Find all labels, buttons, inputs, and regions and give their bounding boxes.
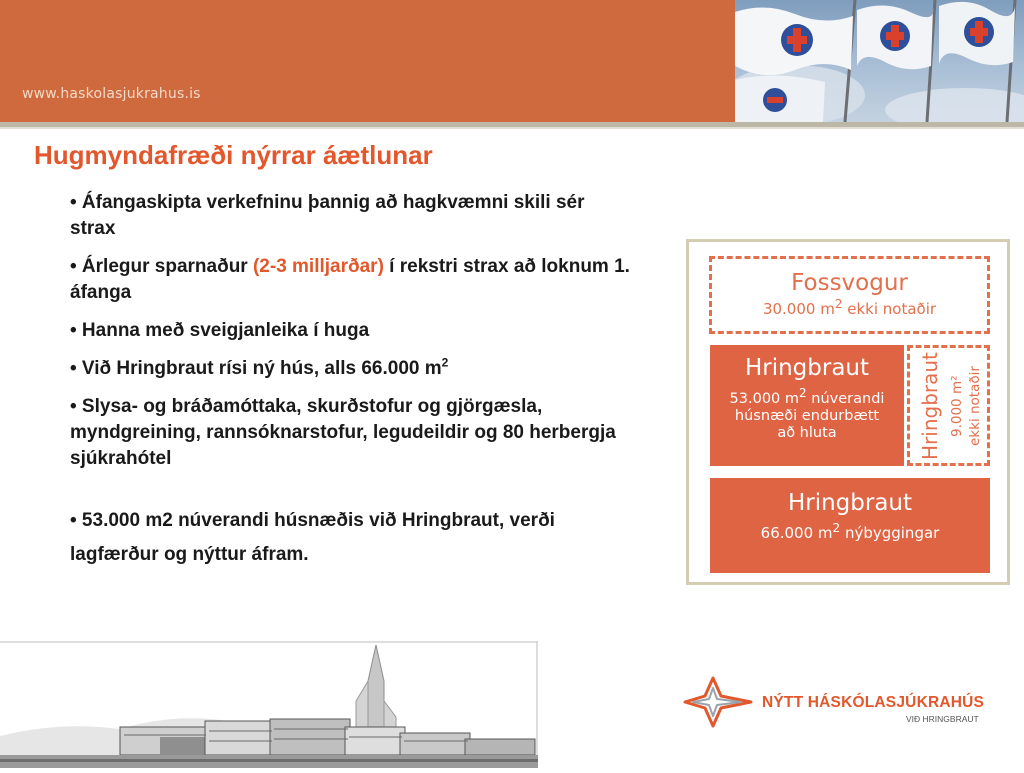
detail-line: ekki notaðir <box>967 366 983 447</box>
flags-photo <box>735 0 1024 122</box>
hringbraut-existing-detail <box>710 386 904 442</box>
detail-line: húsnæði endurbætt <box>734 408 880 424</box>
detail-text: 66.000 m <box>760 524 833 542</box>
hringbraut-existing-title: Hringbraut <box>744 355 870 381</box>
fossvogur-title: Fossvogur <box>791 270 908 296</box>
detail-text: 53.000 m <box>729 391 800 407</box>
bullet-list <box>70 190 630 584</box>
superscript: 2 <box>441 355 449 370</box>
bullet-highlight: (2-3 milljarðar) <box>252 256 384 277</box>
bullet-item: • Slysa- og bráðamóttaka, skurðstofur og gjörgæsla, myndgreining, rannsóknarstofur, legudeildir og 80 herbergja sjúkrahótel <box>70 396 616 469</box>
detail-line: 9.000 m² <box>949 375 965 438</box>
header-divider-light <box>0 127 1024 129</box>
website-url: www.haskolasjukrahus.is <box>22 86 201 102</box>
fossvogur-box <box>709 256 990 334</box>
bullet-text: • Við Hringbraut rísi ný hús, alls 66.000 m <box>70 358 442 379</box>
superscript: 2 <box>832 521 841 535</box>
bullet-text: í rekstri strax að loknum 1. áfanga <box>70 256 630 303</box>
hringbraut-unused-detail <box>948 352 986 461</box>
hringbraut-new-title: Hringbraut <box>787 490 913 516</box>
superscript: 2 <box>799 386 807 401</box>
brand-subtitle: VIÐ HRINGBRAUT <box>906 714 979 724</box>
bullet-item <box>70 254 630 306</box>
hringbraut-existing-box <box>710 345 904 466</box>
hospital-logo-icon <box>683 676 753 728</box>
fossvogur-detail <box>712 297 987 318</box>
bullet-item: • Hanna með sveigjanleika í huga <box>70 320 370 341</box>
detail-text: ekki notaðir <box>842 300 937 318</box>
detail-text: nýbyggingar <box>840 524 940 542</box>
detail-line <box>710 386 904 408</box>
bullet-text: • Árlegur sparnaður <box>70 256 253 277</box>
superscript: 2 <box>834 297 843 311</box>
detail-text: 30.000 m <box>762 300 835 318</box>
brand-name: NÝTT HÁSKÓLASJÚKRAHÚS <box>762 694 985 711</box>
detail-line: að hluta <box>777 425 837 441</box>
hringbraut-new-detail <box>710 521 990 542</box>
header-banner <box>0 0 1024 122</box>
slide-title: Hugmyndafræði nýrrar áætlunar <box>34 140 433 170</box>
detail-text: núverandi <box>806 391 885 407</box>
hringbraut-unused-box <box>907 345 990 466</box>
bullet-item <box>70 356 630 382</box>
hospital-skyline-image <box>0 641 538 768</box>
bullet-item: • 53.000 m2 núverandi húsnæðis við Hringbraut, verði lagfærður og nýttur áfram. <box>70 510 555 565</box>
hringbraut-unused-title: Hringbraut <box>918 352 942 461</box>
bullet-item: • Áfangaskipta verkefninu þannig að hagkvæmni skili sér strax <box>70 192 585 239</box>
hringbraut-new-box <box>710 478 990 573</box>
area-diagram <box>686 239 1010 585</box>
